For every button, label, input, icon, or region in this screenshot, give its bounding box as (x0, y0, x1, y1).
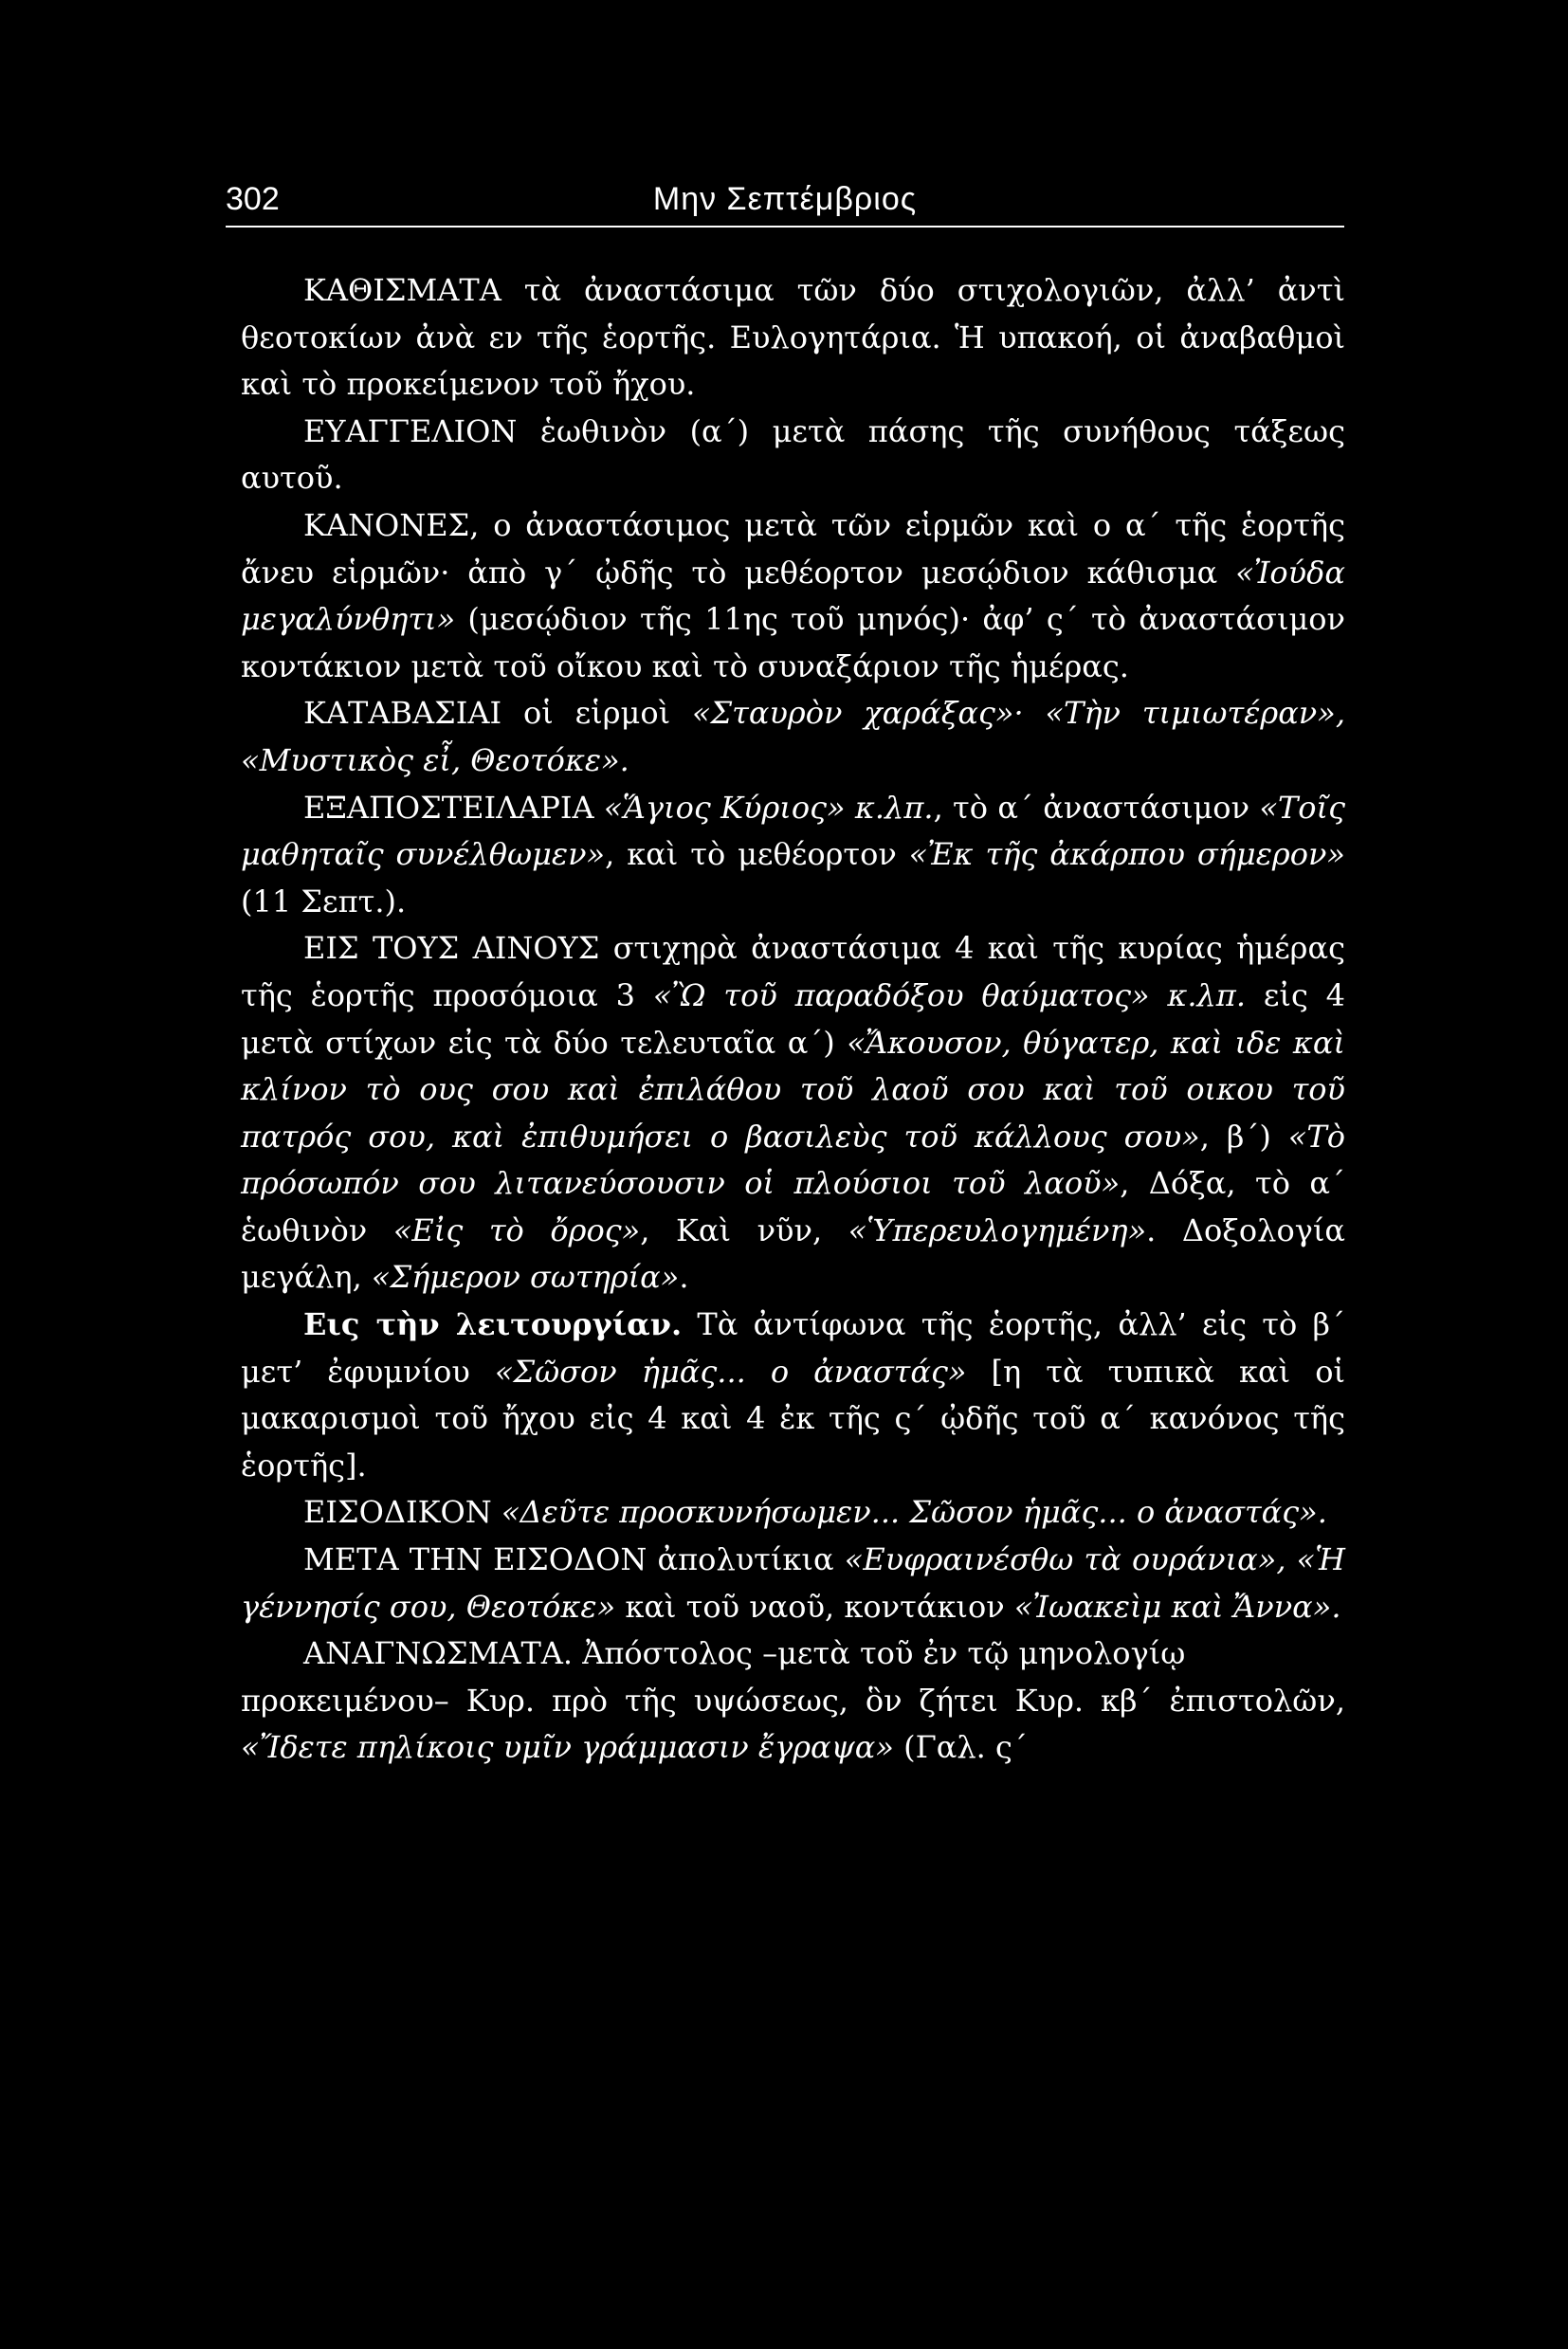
header-rule (226, 226, 1344, 228)
text-run: Τὰ ἀντίφωνα τῆς ἑορτῆς, ἀλλ’ εἰς τὸ β΄ μετ’ ἐφυμνίου (241, 1306, 1346, 1390)
text-run: (Γαλ. ς΄ (893, 1729, 1028, 1766)
text-run: «Σήμερον σωτηρία» (371, 1259, 680, 1296)
text-run: «Τοῖς μαθηταῖς συνέλθωμεν» (241, 789, 1346, 873)
paragraph (241, 1630, 1345, 1678)
paragraph (241, 925, 1345, 1302)
text-run: ΕΙΣΟΔΙΚΟΝ (303, 1494, 501, 1531)
text-run: «Σταυρὸν χαράξας»· «Τὴν τιμιωτέραν», «Μυστικὸς εἶ, Θεοτόκε». (241, 695, 1345, 778)
page-number: 302 (226, 181, 280, 217)
text-run: «Ὢ τοῦ παραδόξου θαύματος» κ.λπ. (652, 976, 1247, 1013)
text-run: «Σῶσον ἡμᾶς... ο ἀναστάς» (494, 1353, 967, 1390)
text-run: «Ευφραινέσθω τὰ ουράνια», «Ἡ γέννησίς σου, Θεοτόκε» (241, 1541, 1346, 1625)
running-head: Μην Σεπτέμβριος (652, 181, 918, 217)
text-run: ΚΑΘΙΣΜΑΤΑ τὰ ἀναστάσιμα τῶν δύο στιχολογιῶν, ἀλλ’ ἀντὶ θεοτοκίων ἀνὰ εν τῆς ἑορτῆς. Ευλογητάρια. Ἡ υπακοή, οἱ ἀναβαθμοὶ καὶ τὸ προκείμενον τοῦ ἤχου. (241, 272, 1345, 403)
text-run: [η τὰ τυπικὰ καὶ οἱ μακαρισμοὶ τοῦ ἤχου εἰς 4 καὶ 4 ἐκ τῆς ς΄ ᾠδῆς τοῦ α΄ κανόνος τῆς ἑορτῆς]. (241, 1353, 1346, 1484)
text-run: «Ἰούδα μεγαλύνθητι» (241, 554, 1345, 638)
text-run: «Ἅγιος Κύριος» κ.λπ. (603, 789, 934, 826)
paragraph (241, 267, 1345, 409)
text-run: , καὶ τὸ μεθέορτον (605, 836, 909, 873)
text-run: εἰς 4 μετὰ στίχων εἰς τὰ δύο τελευταῖα α΄) (241, 976, 1346, 1061)
text-run: ΜΕΤΑ ΤΗΝ ΕΙΣΟΔΟΝ ἀπολυτίκια (303, 1541, 845, 1578)
paragraph (241, 409, 1345, 502)
paragraph (241, 502, 1345, 690)
text-run: ΕΞΑΠΟΣΤΕΙΛΑΡΙΑ (303, 789, 604, 826)
text-run: ΑΝΑΓΝΩΣΜΑΤΑ. Ἀπόστολος –μετὰ τοῦ ἐν τῷ μηνολογίῳ (303, 1635, 1186, 1672)
text-run: «Ἄκουσον, θύγατερ, καὶ ιδε καὶ κλίνον τὸ ους σου καὶ ἐπιλάθου τοῦ λαοῦ σου καὶ τοῦ οικου τοῦ πατρός σου, καὶ ἐπιθυμήσει ο βασιλεὺς τοῦ κάλλους σου» (241, 1024, 1346, 1155)
text-run: προκειμένου– Κυρ. πρὸ τῆς υψώσεως, ὃν ζήτει Κυρ. κβ΄ ἐπιστολῶν, (241, 1682, 1345, 1719)
page-header (226, 178, 1344, 228)
paragraph (241, 1302, 1345, 1489)
text-run: «Δεῦτε προσκυνήσωμεν... Σῶσον ἡμᾶς... ο ἀναστάς». (501, 1494, 1327, 1531)
text-run: καὶ τοῦ ναοῦ, κοντάκιον (615, 1588, 1014, 1625)
paragraph (241, 785, 1345, 926)
text-run: . Δοξολογία μεγάλη, (241, 1211, 1345, 1296)
text-run: , Καὶ νῦν, (640, 1211, 848, 1248)
paragraph (241, 690, 1345, 784)
text-run: ΚΑΝΟΝΕΣ, ο ἀναστάσιμος μετὰ τῶν εἱρμῶν καὶ ο α΄ τῆς ἑορτῆς ἄνευ εἱρμῶν· ἀπὸ γ΄ ᾠδῆς τὸ μεθέορτον μεσῴδιον κάθισμα (241, 506, 1345, 591)
paragraph (241, 1489, 1345, 1537)
body-text (241, 267, 1345, 1772)
text-run: . (679, 1259, 689, 1296)
text-run: ΚΑΤΑΒΑΣΙΑΙ οἱ εἱρμοὶ (303, 695, 692, 732)
text-run: (μεσῴδιον τῆς 11ης τοῦ μηνός)· ἀφ’ ς΄ τὸ ἀναστάσιμον κοντάκιον μετὰ τοῦ οἴκου καὶ τὸ συναξάριον τῆς ἡμέρας. (241, 601, 1345, 684)
text-run: ΕΥΑΓΓΕΛΙΟΝ ἑωθινὸν (α΄) μετὰ πάσης τῆς συνήθους τάξεως αυτοῦ. (241, 412, 1345, 497)
text-run: Εις τὴν λειτουργίαν. (303, 1306, 683, 1343)
text-run: «Ἰωακεὶμ καὶ Ἄννα». (1013, 1588, 1341, 1625)
text-run: «Εἰς τὸ ὄρος» (392, 1211, 641, 1248)
text-run: ΕΙΣ ΤΟΥΣ ΑΙΝΟΥΣ στιχηρὰ ἀναστάσιμα 4 καὶ τῆς κυρίας ἡμέρας τῆς ἑορτῆς προσόμοια 3 (241, 930, 1345, 1013)
text-run: , Δόξα, τὸ α΄ ἑωθινὸν (241, 1165, 1346, 1248)
text-run: (11 Σεπτ.). (241, 883, 407, 920)
text-run: «Τὸ πρόσωπόν σου λιτανεύσουσιν οἱ πλούσιοι τοῦ λαοῦ» (241, 1118, 1346, 1202)
text-run: , β΄) (1199, 1118, 1288, 1155)
text-run: «Ὑπερευλογημένη» (848, 1211, 1147, 1248)
text-run: «Ἴδετε πηλίκοις υμῖν γράμμασιν ἔγραψα» (241, 1729, 894, 1766)
paragraph (241, 1537, 1345, 1630)
text-run: , τὸ α΄ ἀναστάσιμον (933, 789, 1260, 826)
paragraph (241, 1678, 1345, 1772)
text-run: «Ἐκ τῆς ἀκάρπου σήμερον» (908, 836, 1346, 873)
